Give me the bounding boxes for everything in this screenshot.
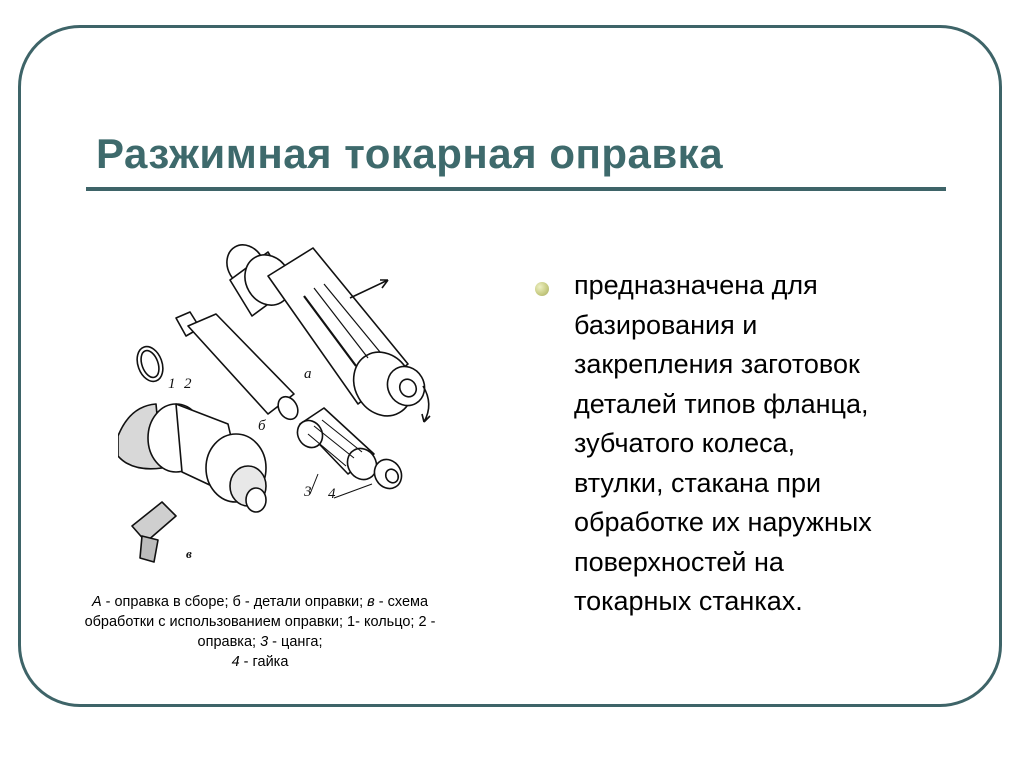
caption-line-3 <box>50 632 470 652</box>
caption-text-3-post: - цанга; <box>268 634 323 650</box>
bullet-item <box>530 266 950 622</box>
bullet-line: втулки, стакана при <box>574 467 822 498</box>
figure-label-4: 4 <box>328 486 336 502</box>
caption-label-3: 3 <box>260 634 269 650</box>
caption-line-4 <box>50 652 470 672</box>
bullet-line: предназначена для <box>574 270 818 300</box>
figure-caption <box>50 592 470 672</box>
bullet-line: базирования и <box>574 309 758 340</box>
bullet-line: деталей типов фланца, <box>574 388 869 419</box>
caption-line-2: обработки с использованием оправки; 1- кольцо; 2 - <box>84 614 436 630</box>
caption-text-3-pre: оправка; <box>197 634 261 650</box>
figure-label-v: в <box>186 546 192 561</box>
caption-label-v: в <box>367 594 375 610</box>
figure-label-b: б <box>258 418 266 434</box>
machining-scheme-drawing <box>118 404 266 562</box>
bullet-line: поверхностей на <box>574 546 784 577</box>
title-underline <box>86 187 946 191</box>
bullet-line: зубчатого колеса, <box>574 428 796 458</box>
slide-title: Разжимная токарная оправка <box>96 130 724 177</box>
caption-label-a: А <box>91 594 102 610</box>
bullet-list <box>530 266 950 622</box>
figure-label-a: а <box>304 366 312 382</box>
figure-label-3: 3 <box>304 484 312 500</box>
figure-label-1: 1 <box>168 376 176 392</box>
mandrel-illustration <box>118 236 448 576</box>
bullet-line: закрепления заготовок <box>574 349 860 379</box>
assembled-mandrel-drawing <box>219 238 431 427</box>
caption-label-4: 4 <box>231 654 240 670</box>
caption-text-v: - схема <box>374 594 429 610</box>
caption-text-4-post: - гайка <box>239 654 289 670</box>
bullet-line: обработке их наружных <box>574 507 872 537</box>
figure-label-2: 2 <box>184 376 192 392</box>
caption-line-1 <box>50 592 470 612</box>
bullet-line: токарных станках. <box>574 586 803 616</box>
bullet-dot-icon <box>535 282 549 296</box>
caption-text-a: - оправка в сборе; б - детали оправки; <box>101 594 368 610</box>
